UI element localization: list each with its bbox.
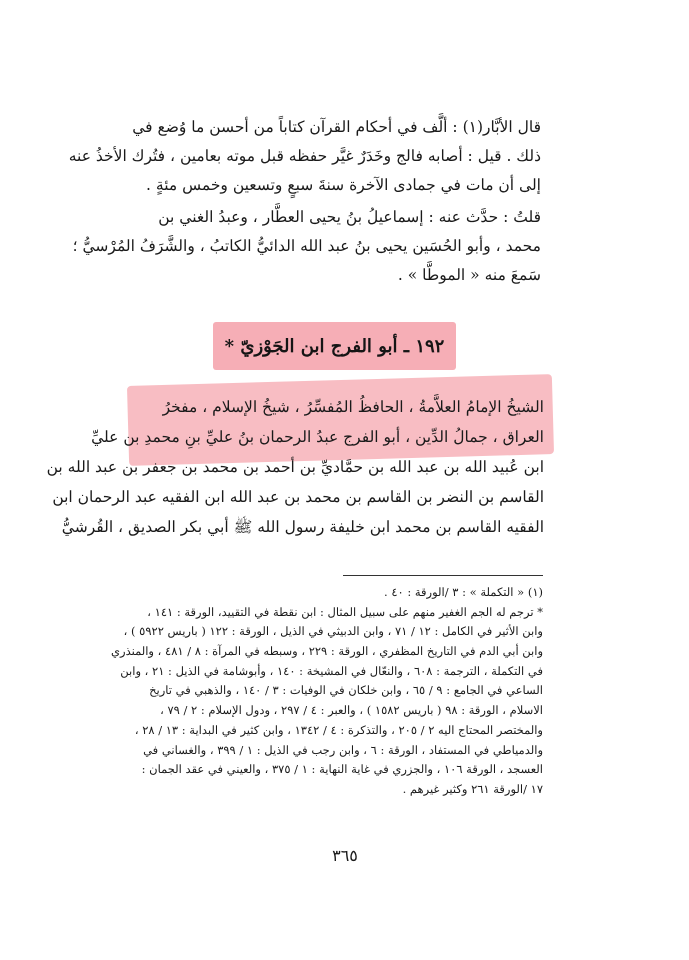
text-line: ذلك . قيل : أصابه فالج وخَدَرٌ غيَّر حفظه قبل موته بعامين ، فتُرك الأخذُ عنه	[68, 147, 541, 165]
heading-text: ١٩٢ ـ أبو الفرج ابن الجَوْزيّ *	[224, 335, 445, 357]
footnote-line: ١٧ /الورقة ٢٦١ وكثير غيرهم .	[402, 781, 543, 796]
text-line: الشيخُ الإمامُ العلاَّمةُ ، الحافظُ المُفسِّرُ ، شيخُ الإسلام ، مفخرُ	[162, 398, 544, 416]
footnote-line: وابن الأثير في الكامل : ١٢ / ٧١ ، وابن الدبيثي في الذيل ، الورقة : ١٢٢ ( باريس ٥٩٢٢ ) ،	[123, 624, 543, 639]
text-line: محمد ، وأبو الحُسَين يحيى بنُ عبد الله الدائيُّ الكاتبُ ، والشَّرَفُ المُرْسيُّ ؛	[72, 237, 541, 255]
biography-heading	[213, 322, 456, 370]
text-line: قال الأبَّار(١) : ألَّف في أحكام القرآن كتاباً من أحسن ما وُضع في	[132, 118, 541, 136]
paragraph-abbar-quote	[68, 113, 541, 200]
text-line: ابن عُبيد الله بن عبد الله بن حمَّاديِّ بن أحمد بن محمد بن جعفر بن عبد الله بن	[46, 458, 544, 476]
biography-text	[46, 392, 544, 542]
footnote-line: العسجد ، الورقة ١٠٦ ، والجزري في غاية النهاية : ١ / ٣٧٥ ، والعيني في عقد الجمان :	[141, 762, 543, 777]
footnotes	[111, 583, 543, 800]
text-line: قلتُ : حدَّث عنه : إسماعيلُ بنُ يحيى العطَّار ، وعبدُ الغني بن	[158, 208, 541, 226]
paragraph-narrators	[72, 203, 541, 290]
footnote-divider	[343, 575, 543, 576]
footnote-line: الاسلام ، الورقة : ٩٨ ( باريس ١٥٨٢ ) ، والعبر : ٤ / ٢٩٧ ، ودول الإسلام : ٢ / ٧٩ ،	[160, 703, 543, 718]
text-line: القاسم بن النضر بن القاسم بن محمد بن عبد الله ابن الفقيه عبد الرحمان ابن	[52, 488, 544, 506]
text-line: سَمعَ منه « الموطَّا » .	[397, 266, 541, 284]
page-number: ٣٦٥	[332, 846, 358, 865]
footnote-line: (١) « التكملة » : ٣ /الورقة : ٤٠ .	[384, 585, 543, 599]
text-line: العراق ، جمالُ الدِّين ، أبو الفرج عبدُ الرحمان بنُ عليِّ بنِ محمدِ بن عليِّ	[91, 428, 544, 446]
text-line: الفقيه القاسم بن محمد ابن خليفة رسول الله ﷺ أبي بكر الصديق ، القُرشيُّ	[61, 518, 544, 536]
footnote-line: والدمياطي في المستفاد ، الورقة : ٦ ، وابن رجب في الذيل : ١ / ٣٩٩ ، والغساني في	[143, 742, 543, 757]
text-line: إلى أن مات في جمادى الآخرة سنةَ سبعٍ وتسعين وخمس مئةٍ .	[146, 176, 541, 194]
footnote-line: الساعي في الجامع : ٩ / ٦٥ ، وابن خلكان في الوفيات : ٣ / ١٤٠ ، والذهبي في تاريخ	[149, 683, 543, 698]
footnote-line: والمختصر المحتاج اليه ٢ / ٢٠٥ ، والتذكرة : ٤ / ١٣٤٢ ، وابن كثير في البداية : ١٣ / ٢٨ ،	[134, 722, 543, 737]
footnote-line: وابن أبي الدم في التاريخ المظفري ، الورقة : ٢٢٩ ، وسبطه في المرآة : ٨ / ٤٨١ ، والمنذري	[111, 644, 543, 659]
footnote-line: في التكملة ، الترجمة : ٦٠٨ ، والنعّال في المشيخة : ١٤٠ ، وأبوشامة في الذيل : ٢١ ، وابن	[120, 663, 543, 678]
footnote-line: * ترجم له الجم الغفير منهم على سبيل المثال : ابن نقطة في التقييد، الورقة : ١٤١ ،	[147, 604, 543, 619]
